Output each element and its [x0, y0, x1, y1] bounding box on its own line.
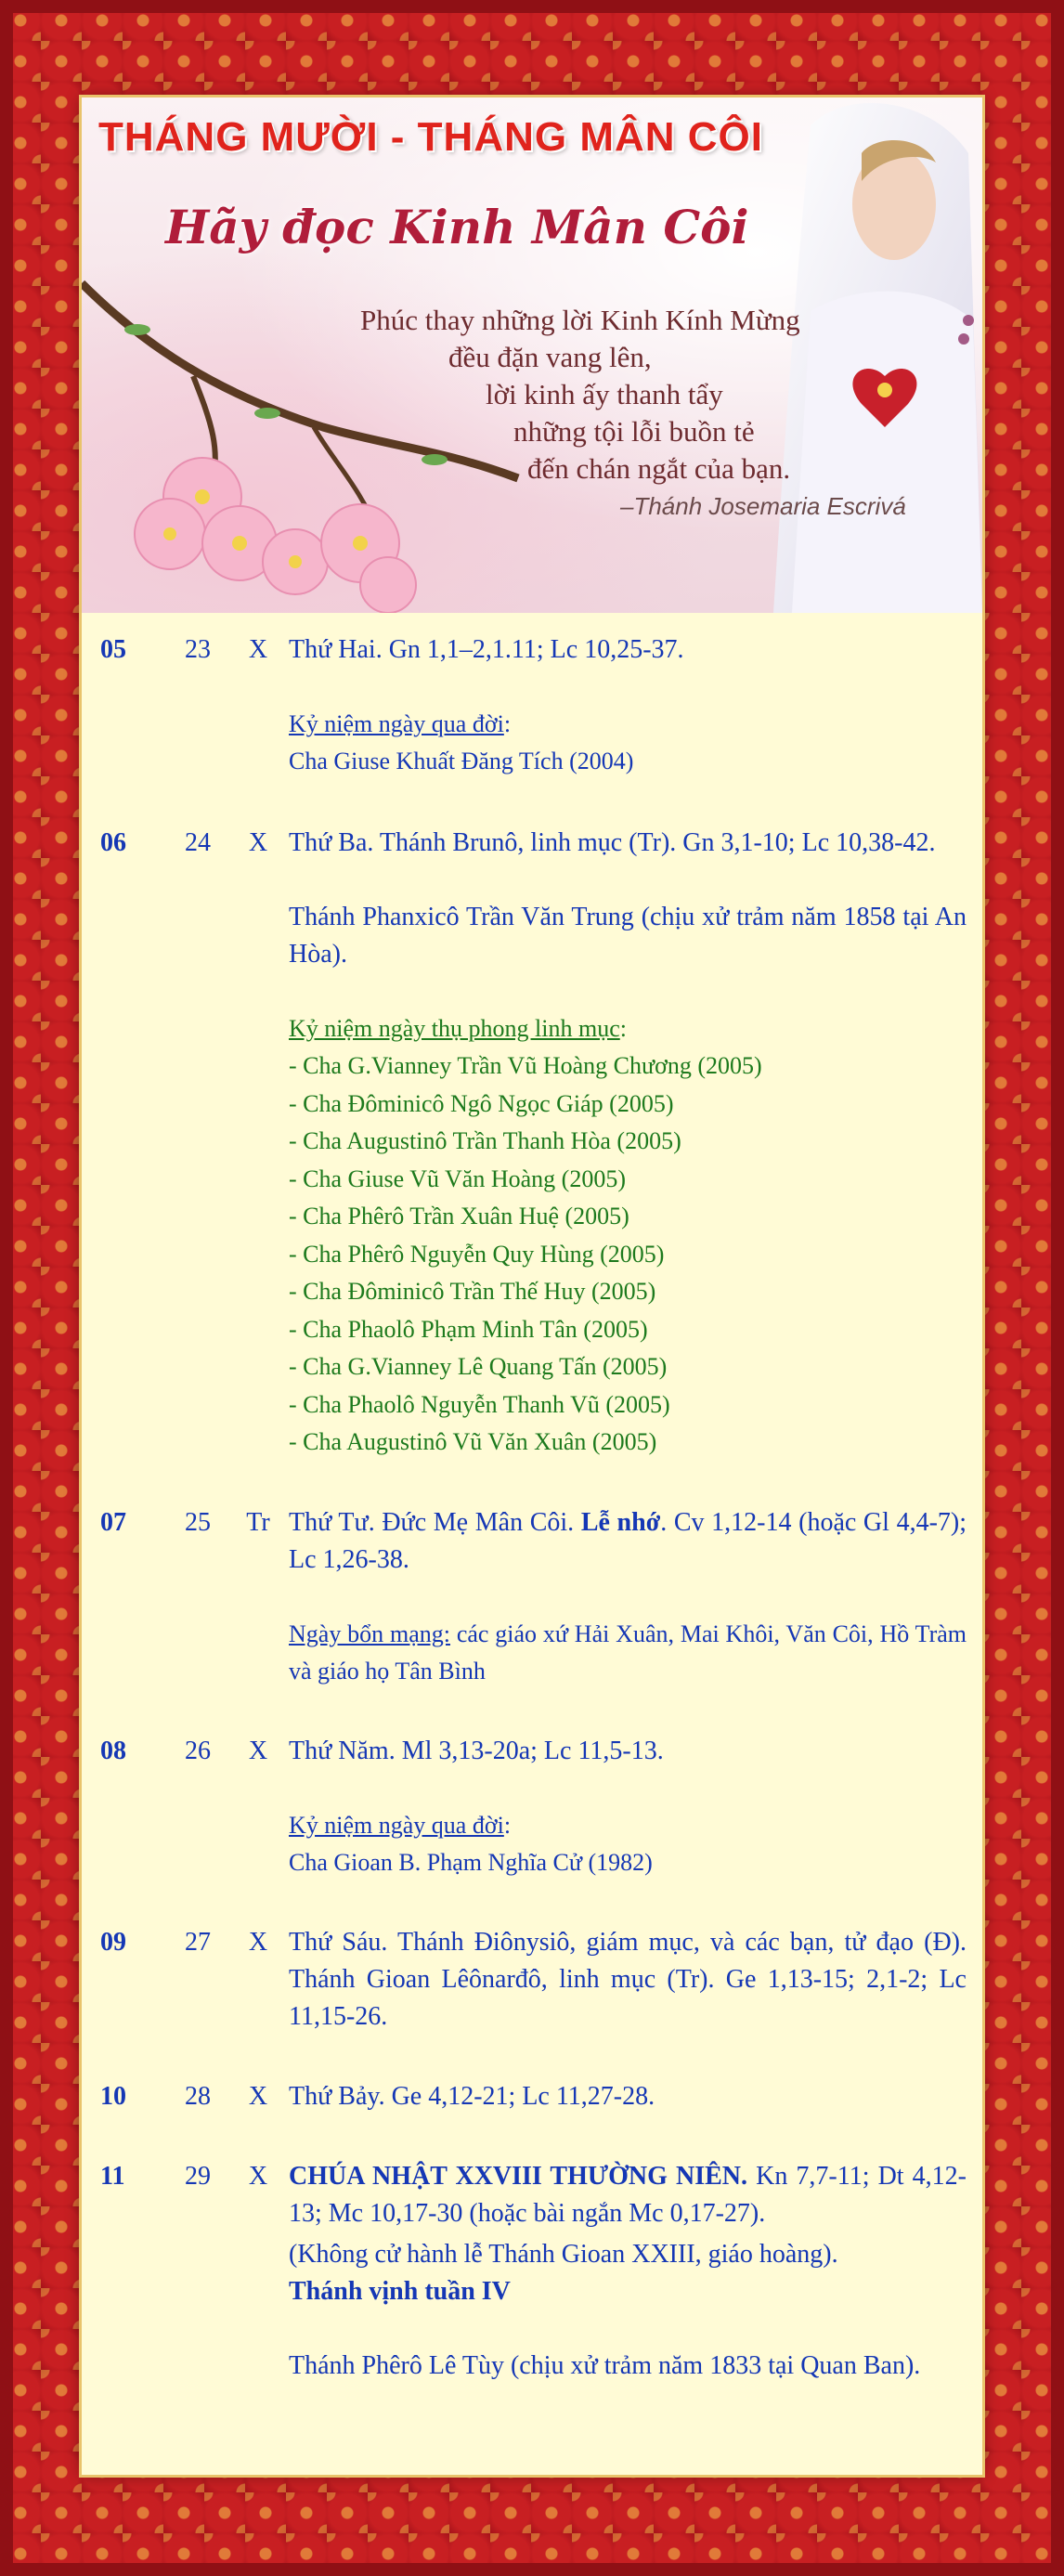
entry-content — [289, 1733, 967, 1881]
ordination-anniversaries — [289, 1010, 967, 1462]
entry-liturgical-color: X — [248, 2161, 268, 2191]
note-label: Kỷ niệm ngày qua đời — [289, 710, 504, 737]
list-item: - Cha Đôminicô Ngô Ngọc Giáp (2005) — [289, 1089, 674, 1117]
calendar-card — [82, 98, 982, 2475]
entry-day: 05 — [100, 635, 126, 664]
list-item: - Cha Phaolô Phạm Minh Tân (2005) — [289, 1315, 648, 1343]
calendar-entry — [82, 825, 982, 1462]
entry-lunar-day: 27 — [185, 1927, 211, 1957]
virgin-mary-illustration — [773, 98, 982, 613]
quote-line: Phúc thay những lời Kinh Kính Mừng — [360, 304, 800, 336]
quote-line: lời kinh ấy thanh tẩy — [486, 378, 723, 410]
list-item: - Cha Phaolô Nguyễn Thanh Vũ (2005) — [289, 1390, 670, 1418]
calendar-entry — [82, 2078, 982, 2115]
note-colon: : — [503, 1811, 512, 1839]
calendar-entry — [82, 1504, 982, 1690]
entry-lunar-day: 24 — [185, 828, 211, 857]
list-colon: : — [619, 1015, 627, 1042]
list-item: - Cha Augustinô Trần Thanh Hòa (2005) — [289, 1127, 681, 1154]
calendar-entry — [82, 1924, 982, 2036]
entry-content — [289, 2078, 967, 2115]
entry-day: 09 — [100, 1927, 126, 1957]
entry-note — [289, 1807, 967, 1881]
calendar-entry — [82, 1733, 982, 1881]
note-label: Kỷ niệm ngày qua đời — [289, 1811, 504, 1839]
entry-lunar-day: 23 — [185, 635, 211, 664]
calendar-entry — [82, 631, 982, 780]
quote-author: –Thánh Josemaria Escrivá — [620, 492, 906, 520]
entry-content — [289, 2158, 967, 2385]
priest-list — [289, 1047, 967, 1462]
entry-day: 10 — [100, 2081, 126, 2111]
list-item: - Cha Đôminicô Trần Thế Huy (2005) — [289, 1278, 656, 1305]
entry-line2: (Không cử hành lễ Thánh Gioan XXIII, giáo hoàng). — [289, 2239, 838, 2269]
banner — [82, 98, 982, 613]
note-colon: : — [503, 710, 512, 737]
banner-subtitle: Hãy đọc Kinh Mân Côi — [165, 200, 749, 254]
entry-main-text: Thứ Tư. Đức Mẹ Mân Côi. — [289, 1507, 581, 1537]
quote-line: đều đặn vang lên, — [448, 341, 652, 373]
entry-liturgical-color: X — [248, 1736, 268, 1765]
entry-extra: Thánh Phêrô Lê Tùy (chịu xử trảm năm 1833 tại Quan Ban). — [289, 2350, 921, 2380]
entry-day: 08 — [100, 1736, 126, 1765]
psalter-week: Thánh vịnh tuần IV — [289, 2276, 511, 2306]
entry-liturgical-color: X — [248, 828, 268, 857]
entry-main: Thứ Ba. Thánh Brunô, linh mục (Tr). Gn 3,1-10; Lc 10,38-42. — [289, 828, 936, 857]
entry-content — [289, 631, 967, 780]
entry-main: Thứ Sáu. Thánh Điônysiô, giám mục, và các bạn, tử đạo (Đ). Thánh Gioan Lêônarđô, linh mục (Tr). Ge 1,13-15; 2,1-2; Lc 11,15-26. — [289, 1927, 967, 2031]
quote-line: đến chán ngắt của bạn. — [527, 452, 791, 485]
list-item: - Cha G.Vianney Trần Vũ Hoàng Chương (2005) — [289, 1052, 762, 1079]
list-item: - Cha Giuse Vũ Văn Hoàng (2005) — [289, 1164, 626, 1192]
entry-main — [289, 2158, 967, 2232]
entry-main-bold: CHÚA NHẬT XXVIII THƯỜNG NIÊN. — [289, 2161, 748, 2191]
banner-quote — [281, 302, 801, 488]
list-label: Kỷ niệm ngày thụ phong linh mục — [289, 1015, 620, 1042]
entry-note — [289, 1616, 967, 1690]
entry-liturgical-color: X — [248, 2081, 268, 2111]
entry-content — [289, 1924, 967, 2036]
entry-liturgical-color: Tr — [246, 1507, 270, 1537]
entry-main — [289, 1504, 967, 1579]
list-item: - Cha Augustinô Vũ Văn Xuân (2005) — [289, 1428, 657, 1455]
note-text: Cha Gioan B. Phạm Nghĩa Cử (1982) — [289, 1848, 653, 1876]
entry-day: 06 — [100, 828, 126, 857]
entry-main-text: Kn 7,7-11; Dt 4,12-13; Mc 10,17-30 (hoặc bài ngắn Mc 0,17-27). — [289, 2161, 967, 2228]
entry-lunar-day: 26 — [185, 1736, 211, 1765]
entry-day: 11 — [100, 2161, 125, 2191]
calendar-entry — [82, 2158, 982, 2385]
entry-lunar-day: 29 — [185, 2161, 211, 2191]
entry-main: Thứ Năm. Ml 3,13-20a; Lc 11,5-13. — [289, 1736, 664, 1765]
entry-main: Thứ Bảy. Ge 4,12-21; Lc 11,27-28. — [289, 2081, 655, 2111]
page-title: THÁNG MƯỜI - THÁNG MÂN CÔI — [98, 114, 763, 160]
entry-liturgical-color: X — [248, 635, 268, 664]
calendar-list — [82, 613, 982, 2385]
entry-liturgical-color: X — [248, 1927, 268, 1957]
entry-main: Thứ Hai. Gn 1,1–2,1.11; Lc 10,25-37. — [289, 635, 684, 664]
entry-main-text: . Cv 1,12-14 (hoặc Gl 4,4-7); Lc 1,26-38. — [289, 1507, 967, 1574]
list-item: - Cha G.Vianney Lê Quang Tấn (2005) — [289, 1353, 668, 1380]
entry-note — [289, 706, 967, 780]
entry-content — [289, 1504, 967, 1690]
entry-extra: Thánh Phanxicô Trần Văn Trung (chịu xử trảm năm 1858 tại An Hòa). — [289, 903, 967, 969]
entry-main-bold: Lễ nhớ — [580, 1507, 661, 1537]
entry-lunar-day: 28 — [185, 2081, 211, 2111]
list-item: - Cha Phêrô Trần Xuân Huệ (2005) — [289, 1203, 629, 1229]
entry-content — [289, 825, 967, 1462]
note-label: Ngày bổn mạng: — [289, 1620, 450, 1647]
note-text: các giáo xứ Hải Xuân, Mai Khôi, Văn Côi, Hồ Tràm và giáo họ Tân Bình — [289, 1620, 967, 1685]
quote-line: những tội lỗi buồn tẻ — [513, 415, 755, 448]
entry-lunar-day: 25 — [185, 1507, 211, 1537]
note-text: Cha Giuse Khuất Đăng Tích (2004) — [289, 748, 634, 774]
entry-day: 07 — [100, 1507, 126, 1537]
list-item: - Cha Phêrô Nguyễn Quy Hùng (2005) — [289, 1240, 665, 1268]
